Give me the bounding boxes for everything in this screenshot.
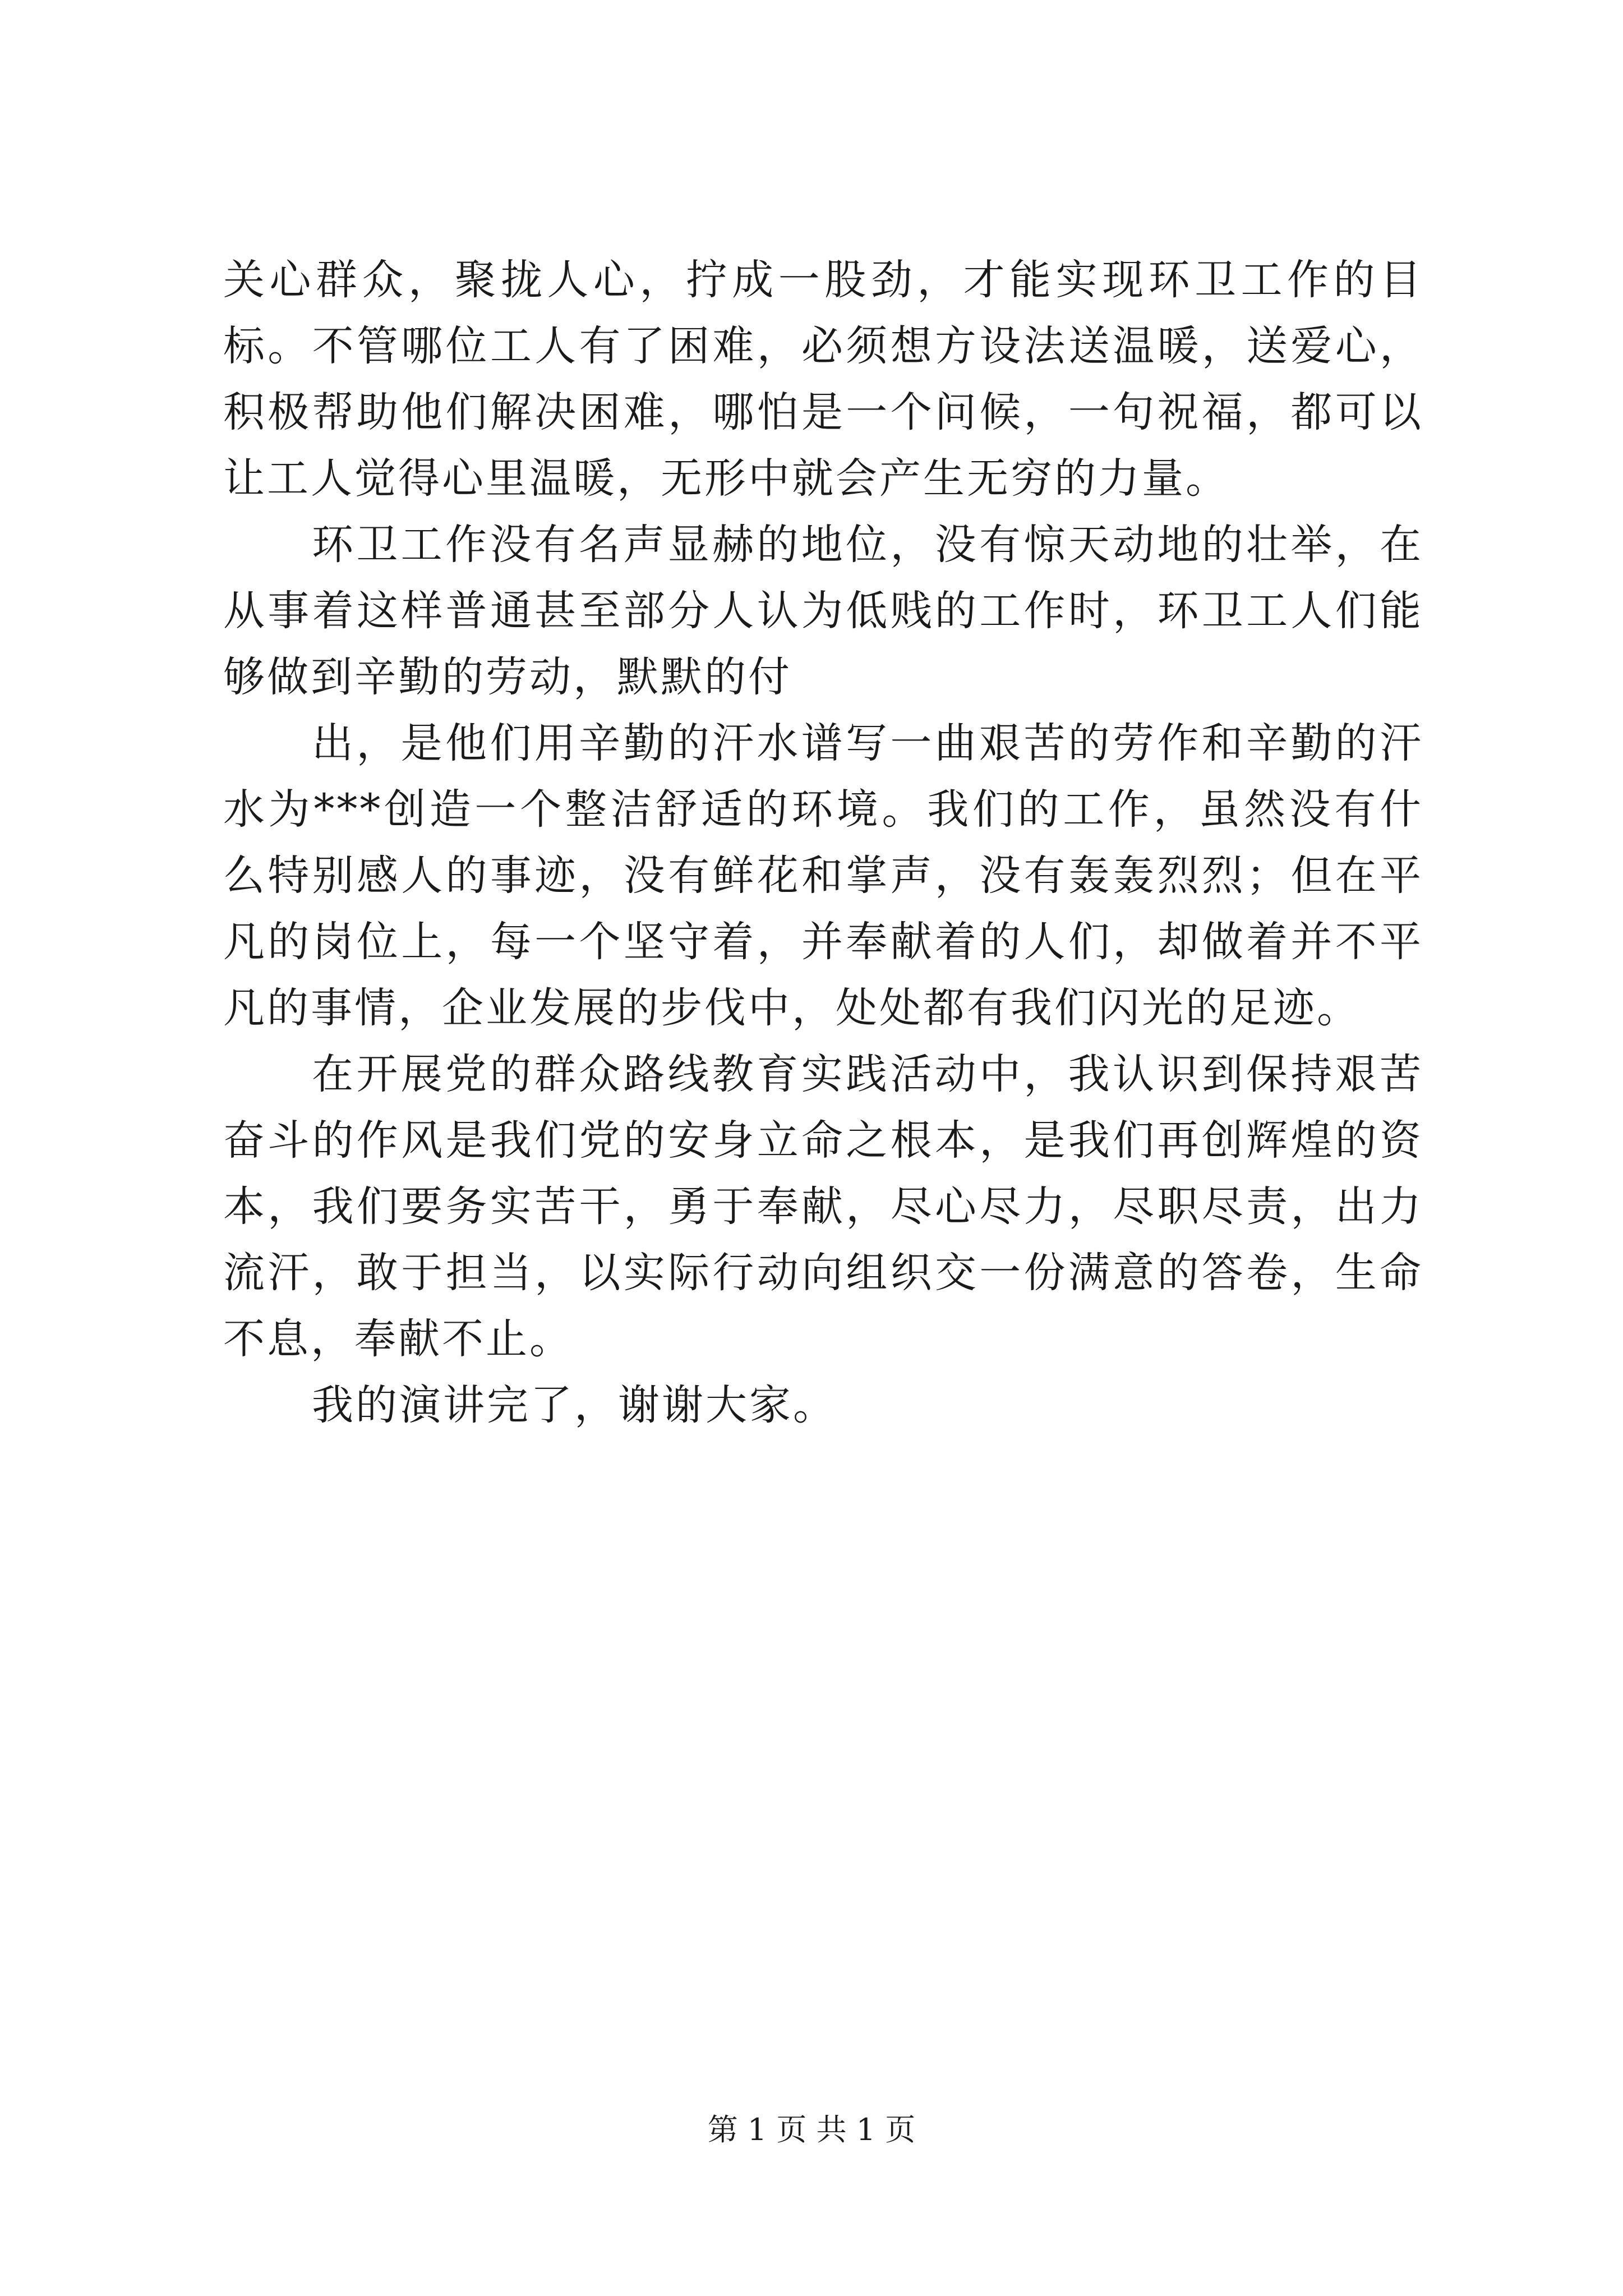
paragraph-5: 我的演讲完了，谢谢大家。 xyxy=(312,1381,837,1429)
paragraph-2: 环卫工作没有名声显赫的地位，没有惊天动地的壮举，在从事着这样普通甚至部分人认为低贱的工作时，环卫工人们能够做到辛勤的劳动，默默的付 xyxy=(223,521,1423,701)
page-number-footer: 第 1 页 共 1 页 xyxy=(707,2112,916,2147)
document-body xyxy=(223,247,1423,1438)
paragraph-3: 出，是他们用辛勤的汗水谱写一曲艰苦的劳作和辛勤的汗水为***创造一个整洁舒适的环境。我们的工作，虽然没有什么特别感人的事迹，没有鲜花和掌声，没有轰轰烈烈；但在平凡的岗位上，每一个坚守着，并奉献着的人们，却做着并不平凡的事情，企业发展的步伐中，处处都有我们闪光的足迹。 xyxy=(223,719,1423,1032)
paragraph-4: 在开展党的群众路线教育实践活动中，我认识到保持艰苦奋斗的作风是我们党的安身立命之根本，是我们再创辉煌的资本，我们要务实苦干，勇于奉献，尽心尽力，尽职尽责，出力流汗，敢于担当，以实际行动向组织交一份满意的答卷，生命不息，奉献不止。 xyxy=(223,1050,1423,1363)
paragraph-1: 关心群众，聚拢人心，拧成一股劲，才能实现环卫工作的目标。不管哪位工人有了困难，必须想方设法送温暖，送爱心，积极帮助他们解决困难，哪怕是一个问候，一句祝福，都可以让工人觉得心里温暖，无形中就会产生无穷的力量。 xyxy=(223,256,1423,503)
